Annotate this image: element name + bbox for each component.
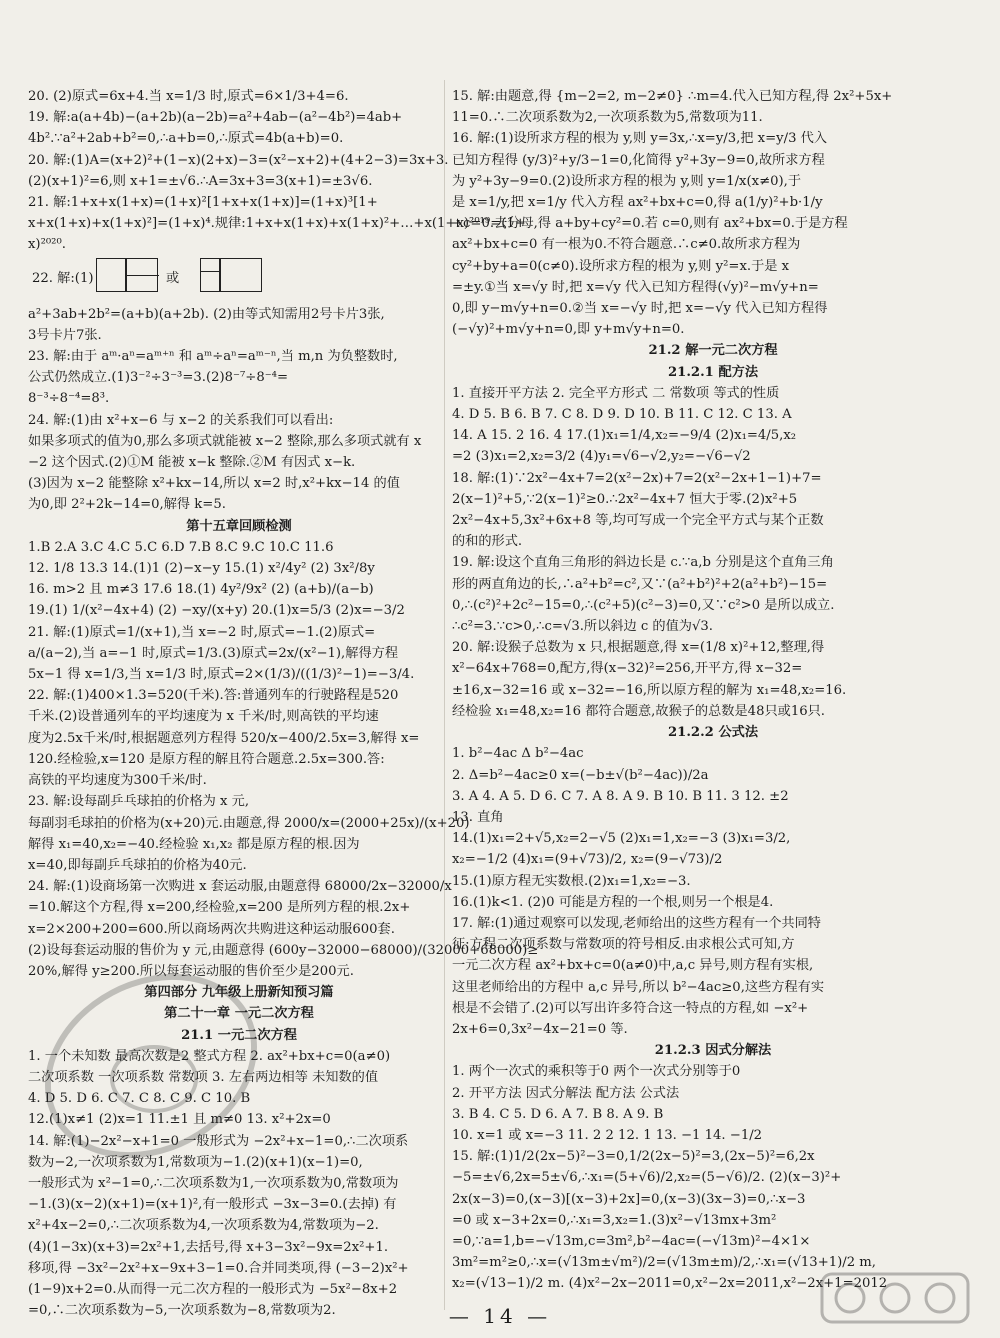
- text-line: (4)(1−3x)(x+3)=2x²+1,去括号,得 x+3−3x²−9x=2x²+1.: [28, 1239, 389, 1255]
- text-line: −2 这个因式.(2)①M 能被 x−k 整除.②M 有因式 x−k.: [28, 455, 356, 471]
- text-line: 3号卡片7张.: [28, 327, 102, 343]
- text-line: 23. 解:由于 aᵐ·aⁿ=aᵐ⁺ⁿ 和 aᵐ÷aⁿ=aᵐ⁻ⁿ,当 m,n 为负整数时,: [28, 349, 398, 365]
- text-line: 11=0.∴二次项系数为2,一次项系数为5,常数项为11.: [452, 110, 763, 126]
- text-line: 高铁的平均速度为300千米/时.: [28, 773, 207, 789]
- text-line: (1−9)x+2=0.从而得一元二次方程的一般形式为 −5x²−8x+2: [28, 1281, 398, 1297]
- text-line: 22. 解:(1)400×1.3=520(千米).答:普通列车的行驶路程是520: [28, 688, 399, 704]
- text-line: 0,∴(c²)²+2c²−15=0,∴(c²+5)(c²−3)=0,又∵c²>0 是所以成立.: [452, 597, 835, 613]
- text-line: 23. 解:设每副乒乓球拍的价格为 x 元,: [28, 794, 250, 810]
- stamp-mark: [110, 1045, 198, 1113]
- text-line: 24. 解:(1)由 x²+x−6 与 x−2 的关系我们可以看出:: [28, 412, 334, 428]
- text-line: 20%,解得 y≥200.所以每套运动服的售价至少是200元.: [28, 963, 354, 979]
- text-line: 1. 一个未知数 最高次数是2 整式方程 2. ax²+bx+c=0(a≠0): [28, 1048, 391, 1064]
- text-line: 3. A 4. A 5. D 6. C 7. A 8. A 9. B 10. B 11. 3 12. ±2: [452, 788, 789, 804]
- section-heading: 21.1 一元二次方程: [181, 1027, 297, 1043]
- text-line: =10.解这个方程,得 x=200,经检验,x=200 是所列方程的根.2x+: [28, 900, 411, 916]
- text-line: 千米.(2)设普通列车的平均速度为 x 千米/时,则高铁的平均速: [28, 709, 379, 725]
- text-line: =0,∵a=1,b=−√13m,c=3m²,b²−4ac=(−√13m)²−4×1×: [452, 1233, 811, 1249]
- part-heading: 第四部分 九年级上册新知预习篇: [144, 985, 334, 1001]
- text-line: 2x+6=0,3x²−4x−21=0 等.: [452, 1021, 628, 1037]
- text-line: 21. 解:1+x+x(1+x)=(1+x)²[1+x+x(1+x)]=(1+x)³[1+: [28, 195, 378, 211]
- text-line: 20. 解:(1)A=(x+2)²+(1−x)(2+x)−3=(x²−x+2)+(4+2−3)=3x+3.: [28, 152, 449, 168]
- text-line: 的和的形式.: [452, 534, 523, 550]
- text-line: 度为2.5x千米/时,根据题意列方程得 520/x−400/2.5x=3,解得 x=: [28, 730, 420, 746]
- text-line: 移项,得 −3x²−2x²+x−9x+3−1=0.合并同类项,得 (−3−2)x²+: [28, 1260, 409, 1276]
- card-figure: [28, 258, 450, 300]
- subsection-heading: 21.2.1 配方法: [667, 364, 759, 380]
- text-line: 已知方程得 (y/3)²+y/3−1=0,化简得 y²+3y−9=0,故所求方程: [452, 152, 825, 168]
- text-line: 这里老师给出的方程中 a,c 异号,所以 b²−4ac≥0,这些方程有实: [452, 979, 825, 995]
- text-line: 19. 解:a(a+4b)−(a+2b)(a−2b)=a²+4ab−(a²−4b²)=4ab+: [28, 110, 403, 126]
- text-line: 为0,即 2²+2k−14=0,解得 k=5.: [28, 497, 226, 513]
- text-line: x=40,即每副乒乓球拍的价格为40元.: [28, 857, 247, 873]
- section-heading: 第十五章回顾检测: [186, 518, 292, 534]
- chapter-heading: 第二十一章 一元二次方程: [164, 1006, 314, 1022]
- text-line: 14.(1)x₁=2+√5,x₂=2−√5 (2)x₁=1,x₂=−3 (3)x₁=3/2,: [452, 831, 791, 847]
- text-line: ∴c²=3.∵c>0,∴c=√3.所以斜边 c 的值为√3.: [452, 619, 713, 635]
- text-line: 为 y²+3y−9=0.(2)设所求方程的根为 y,则 y=1/x(x≠0),于: [452, 173, 802, 189]
- text-line: 每副羽毛球拍的价格为(x+20)元.由题意,得 2000/x=(2000+25x)/(x+20): [28, 815, 470, 831]
- text-line: (3)因为 x−2 能整除 x²+kx−14,所以 x=2 时,x²+kx−14 的值: [28, 476, 400, 492]
- text-line: 2x²−4x+5,3x²+6x+8 等,均可写成一个完全平方式与某个正数: [452, 513, 824, 529]
- text-line: 1.B 2.A 3.C 4.C 5.C 6.D 7.B 8.C 9.C 10.C 11.6: [28, 539, 334, 555]
- text-line: 是 x=1/y,把 x=1/y 代入方程 ax²+bx+c=0,得 a(1/y)²+b·1/y: [452, 195, 823, 211]
- text-line: (2)(x+1)²=6,则 x+1=±√6.∴A=3x+3=3(x+1)=±3√6.: [28, 173, 373, 189]
- rectangle-diagram: [96, 258, 158, 292]
- text-line: 15. 解:由题意,得 {m−2=2, m−2≠0} ∴m=4.代入已知方程,得 2x²+5x+: [452, 89, 893, 104]
- page-number: — 14 —: [448, 1304, 552, 1328]
- text-line: (−√y)²+m√y+n=0,即 y+m√y+n=0.: [452, 322, 685, 338]
- text-line: x=2×200+200=600.所以商场两次共购进这种运动服600套.: [28, 921, 395, 937]
- text-line: 征:方程二次项系数与常数项的符号相反.由求根公式可知,方: [452, 937, 795, 953]
- text-line: 一元二次方程 ax²+bx+c=0(a≠0)中,a,c 异号,则方程有实根,: [452, 958, 814, 974]
- text-line: x+x(1+x)+x(1+x)²]=(1+x)⁴.规律:1+x+x(1+x)+x(1+x)²+…+x(1+x)²⁰¹⁹=(1+: [28, 216, 526, 232]
- text-line: 120.经检验,x=120 是原方程的解且符合题意.2.5x=300.答:: [28, 751, 385, 767]
- text-line: 20. 解:设猴子总数为 x 只,根据题意,得 x=(1/8 x)²+12,整理,得: [452, 640, 825, 656]
- text-line: =±y.①当 x=√y 时,把 x=√y 代入已知方程得(√y)²−m√y+n=: [452, 279, 819, 295]
- text-line: =2 (3)x₁=2,x₂=3/2 (4)y₁=√6−√2,y₂=−√6−√2: [452, 449, 751, 465]
- text-line: x₂=−1/2 (4)x₁=(9+√73)/2, x₂=(9−√73)/2: [452, 852, 723, 868]
- text-line: 10. x=1 或 x=−3 11. 2 2 12. 1 13. −1 14. −1/2: [452, 1127, 763, 1143]
- text-line: x²−64x+768=0,配方,得(x−32)²=256,开平方,得 x−32=: [452, 661, 803, 677]
- right-column: [452, 86, 974, 1295]
- text-line: 形的两直角边的长,∴a²+b²=c²,又∵(a²+b²)²+2(a²+b²)−15=: [452, 576, 828, 592]
- text-line: x²+4x−2=0,∴二次项系数为4,一次项系数为4,常数项为−2.: [28, 1218, 379, 1234]
- text-line: 20. (2)原式=6x+4.当 x=1/3 时,原式=6×1/3+4=6.: [28, 89, 349, 104]
- figure-label: 22. 解:(1): [32, 270, 94, 286]
- text-line: 14. A 15. 2 16. 4 17.(1)x₁=1/4,x₂=−9/4 (2)x₁=4/5,x₂: [452, 428, 797, 444]
- text-line: ±16,x−32=16 或 x−32=−16,所以原方程的解为 x₁=48,x₂=16.: [452, 682, 847, 698]
- text-line: 16. m>2 且 m≠3 17.6 18.(1) 4y²/9x² (2) (a+b)/(a−b): [28, 582, 374, 598]
- text-line: 公式仍然成立.(1)3⁻²÷3⁻³=3.(2)8⁻⁷÷8⁻⁴=: [28, 370, 289, 386]
- text-line: 8⁻³÷8⁻⁴=8³.: [28, 391, 110, 407]
- text-line: 16. 解:(1)设所求方程的根为 y,则 y=3x,∴x=y/3,把 x=y/3 代入: [452, 131, 828, 147]
- text-line: 17. 解:(1)通过观察可以发现,老师给出的这些方程有一个共同特: [452, 915, 821, 931]
- text-line: 19.(1) 1/(x²−4x+4) (2) −xy/(x+y) 20.(1)x=5/3 (2)x=−3/2: [28, 603, 405, 619]
- text-line: 4. D 5. D 6. C 7. C 8. C 9. C 10. B: [28, 1091, 251, 1107]
- text-line: a²+3ab+2b²=(a+b)(a+2b). (2)由等式知需用2号卡片3张,: [28, 306, 385, 322]
- text-line: x₂=(√13−1)/2 m. (4)x²−2x−2011=0,x²−2x=2011,x²−2x+1=2012: [452, 1276, 888, 1292]
- text-line: ax²+bx+c=0 有一根为0.不符合题意.∴c≠0.故所求方程为: [452, 237, 801, 253]
- text-line: 21. 解:(1)原式=1/(x+1),当 x=−2 时,原式=−1.(2)原式=: [28, 624, 376, 640]
- text-line: cy²+by+a=0(c≠0).设所求方程的根为 y,则 y²=x.于是 x: [452, 258, 790, 274]
- text-line: 2(x−1)²+5,∵2(x−1)²≥0.∴2x²−4x+7 恒大于零.(2)x²+5: [452, 491, 798, 507]
- text-line: 如果多项式的值为0,那么多项式就能被 x−2 整除,那么多项式就有 x: [28, 433, 422, 449]
- text-line: a/(a−2),当 a=−1 时,原式=1/3.(3)原式=2x/(x²−1),解得方程: [28, 645, 399, 661]
- text-line: 12. 1/8 13.3 14.(1)1 (2)−x−y 15.(1) x²/4y² (2) 3x²/8y: [28, 561, 375, 577]
- subsection-heading: 21.2.2 公式法: [667, 725, 759, 741]
- figure-or: 或: [166, 270, 180, 286]
- text-line: +c=0.去分母,得 a+by+cy²=0.若 c=0,则有 ax²+bx=0.于是方程: [452, 216, 848, 232]
- subsection-heading: 21.2.3 因式分解法: [654, 1043, 772, 1059]
- text-line: 1. 直接开平方法 2. 完全平方形式 二 常数项 等式的性质: [452, 385, 780, 401]
- text-line: (2)设每套运动服的售价为 y 元,由题意得 (600y−32000−68000)/(32000+68000)≥: [28, 942, 539, 958]
- text-line: 2x(x−3)=0,(x−3)[(x−3)+2x]=0,(x−3)(3x−3)=0,∴x−3: [452, 1191, 806, 1207]
- text-line: 4b².∵a²+2ab+b²=0,∴a+b=0,∴原式=4b(a+b)=0.: [28, 131, 344, 147]
- text-line: 解得 x₁=40,x₂=−40.经检验 x₁,x₂ 都是原方程的根.因为: [28, 836, 360, 852]
- text-line: 15.(1)原方程无实数根.(2)x₁=1,x₂=−3.: [452, 873, 691, 889]
- text-line: 15. 解:(1)1/2(2x−5)²−3=0,1/2(2x−5)²=3,(2x−5)²=6,2x: [452, 1149, 815, 1165]
- text-line: 14. 解:(1)−2x²−x+1=0 一般形式为 −2x²+x−1=0,∴二次项系: [28, 1133, 409, 1149]
- text-line: −5=±√6,2x=5±√6,∴x₁=(5+√6)/2,x₂=(5−√6)/2. (2)(x−3)²+: [452, 1170, 842, 1186]
- text-line: 0,即 y−m√y+n=0.②当 x=−√y 时,把 x=−√y 代入已知方程得: [452, 301, 828, 317]
- text-line: 18. 解:(1)∵2x²−4x+7=2(x²−2x)+7=2(x²−2x+1−1)+7=: [452, 470, 822, 486]
- text-line: 二次项系数 一次项系数 常数项 3. 左右两边相等 未知数的值: [28, 1069, 379, 1085]
- text-line: 13. 直角: [452, 809, 504, 825]
- text-line: 2. Δ=b²−4ac≥0 x=(−b±√(b²−4ac))/2a: [452, 767, 709, 783]
- text-line: 经检验 x₁=48,x₂=16 都符合题意,故猴子的总数是48只或16只.: [452, 703, 826, 719]
- text-line: 24. 解:(1)设商场第一次购进 x 套运动服,由题意得 68000/2x−32000/x: [28, 879, 452, 895]
- text-line: 1. 两个一次式的乘积等于0 两个一次式分别等于0: [452, 1064, 741, 1080]
- text-line: =0 或 x−3+2x=0,∴x₁=3,x₂=1.(3)x²−√13mx+3m²: [452, 1212, 777, 1228]
- text-line: 2. 开平方法 因式分解法 配方法 公式法: [452, 1085, 680, 1101]
- text-line: 3. B 4. C 5. D 6. A 7. B 8. A 9. B: [452, 1106, 664, 1122]
- text-line: 19. 解:设这个直角三角形的斜边长是 c.∵a,b 分别是这个直角三角: [452, 555, 834, 571]
- text-line: 3m²=m²≥0,∴x=(√13m±√m²)/2=(√13m±m)/2,∴x₁=(√13+1)/2 m,: [452, 1255, 876, 1271]
- text-line: =0,∴二次项系数为−5,一次项系数为−8,常数项为2.: [28, 1303, 336, 1319]
- text-line: 1. b²−4ac Δ b²−4ac: [452, 746, 584, 762]
- text-line: 根是不会错了.(2)可以写出许多符合这一特点的方程,如 −x²+: [452, 1000, 809, 1016]
- text-line: −1.(3)(x−2)(x+1)=(x+1)²,有一般形式 −3x−3=0.(去掉) 有: [28, 1197, 397, 1213]
- text-line: 数为−2,一次项系数为1,常数项为−1.(2)(x+1)(x−1)=0,: [28, 1154, 363, 1170]
- text-line: 一般形式为 x²−1=0,∴二次项系数为1,一次项系数为0,常数项为: [28, 1175, 399, 1191]
- text-line: 12.(1)x≠1 (2)x=1 11.±1 且 m≠0 13. x²+2x=0: [28, 1112, 331, 1128]
- text-line: 16.(1)k<1. (2)0 可能是方程的一个根,则另一个根是4.: [452, 894, 774, 910]
- text-line: 5x−1 得 x=1/3,当 x=1/3 时,原式=2×(1/3)/((1/3)²−1)=−3/4.: [28, 667, 415, 683]
- rectangle-diagram: [200, 258, 262, 292]
- text-line: 4. D 5. B 6. B 7. C 8. D 9. D 10. B 11. C 12. C 13. A: [452, 407, 792, 423]
- text-line: x)²⁰²⁰.: [28, 237, 66, 253]
- section-heading: 21.2 解一元二次方程: [648, 343, 778, 359]
